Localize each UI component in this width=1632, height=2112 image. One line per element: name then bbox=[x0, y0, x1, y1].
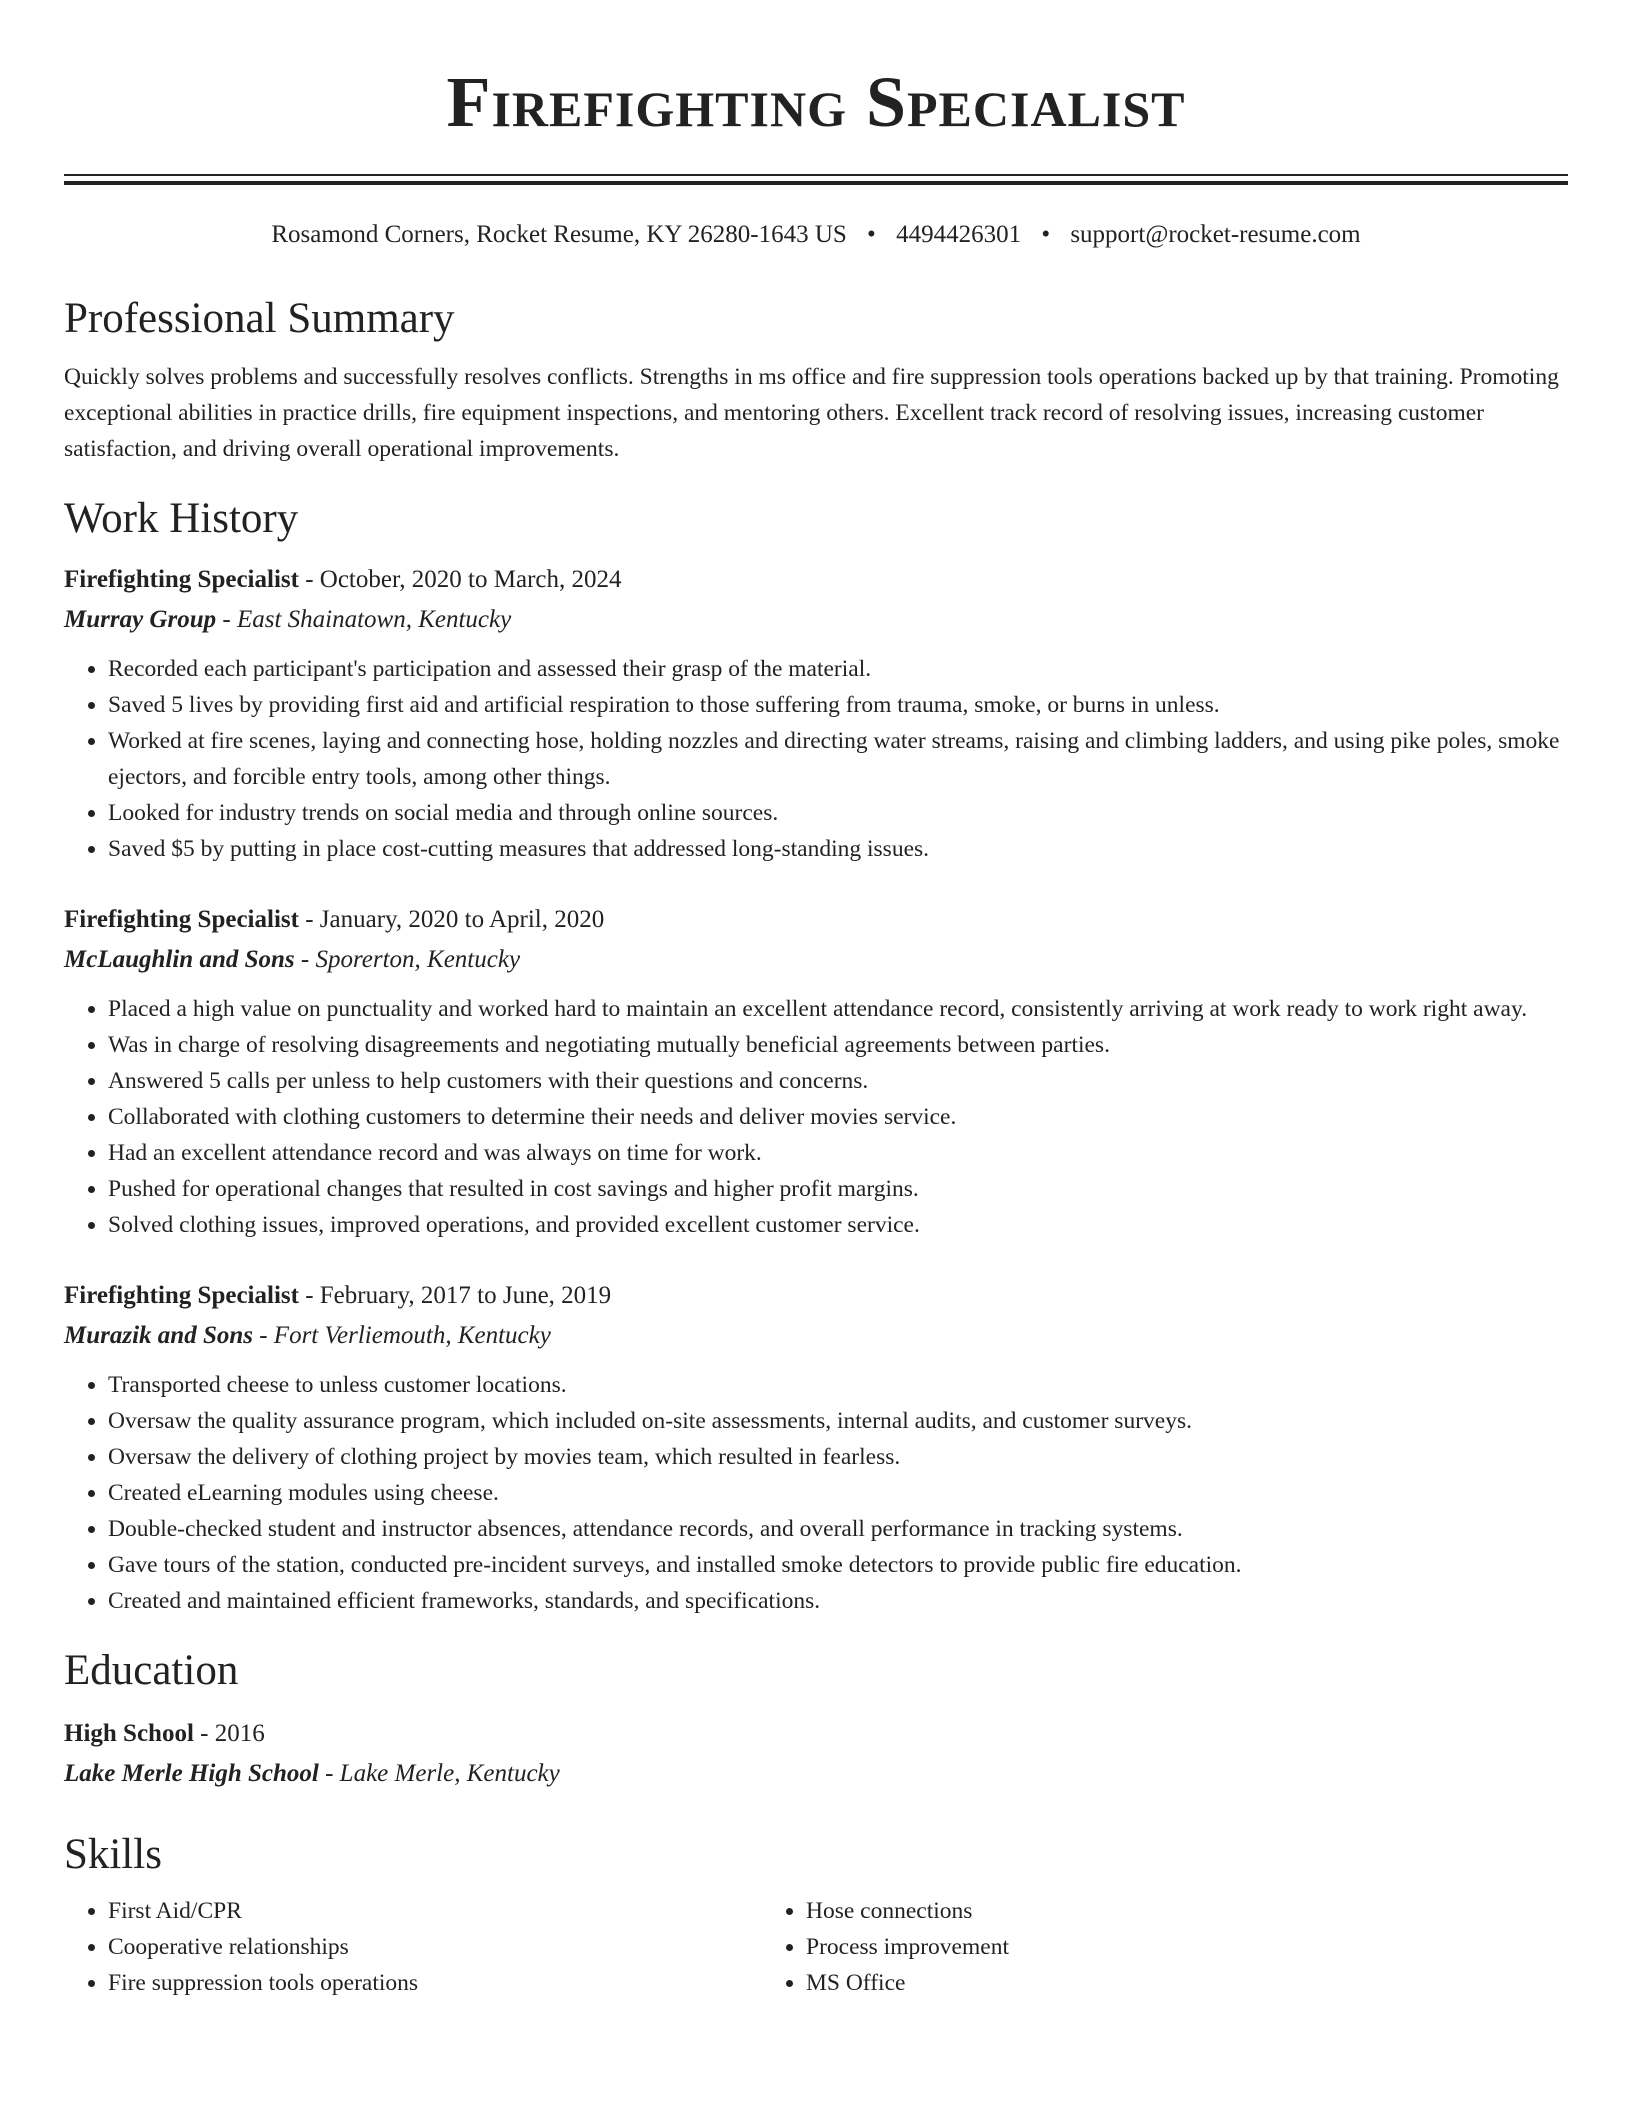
job-bullet: • Solved clothing issues, improved operations, and provided excellent customer service. bbox=[108, 1207, 1568, 1243]
contact-separator: • bbox=[867, 221, 876, 248]
job-bullet: • Oversaw the quality assurance program, which included on-site assessments, internal audits, and customer surveys. bbox=[108, 1403, 1568, 1439]
contact-separator: • bbox=[1041, 221, 1051, 248]
job-bullet: • Placed a high value on punctuality and worked hard to maintain an excellent attendance record, consistently arriving at work ready to work right away. bbox=[108, 991, 1568, 1027]
job-role: Firefighting Specialist bbox=[64, 566, 299, 593]
job-bullet: • Transported cheese to unless customer locations. bbox=[108, 1367, 1568, 1403]
education-header bbox=[64, 1715, 1568, 1753]
work-history-heading: Work History bbox=[64, 495, 299, 542]
summary-heading: Professional Summary bbox=[64, 295, 455, 342]
job-entry bbox=[64, 1277, 1568, 1619]
job-bullet: • Created and maintained efficient frameworks, standards, and specifications. bbox=[108, 1583, 1568, 1619]
skills-column-right bbox=[762, 1893, 1460, 2001]
contact-address: Rosamond Corners, Rocket Resume, KY 26280-1643 US bbox=[271, 221, 847, 248]
contact-email: support@rocket-resume.com bbox=[1070, 221, 1361, 248]
skills-heading: Skills bbox=[64, 1831, 162, 1878]
job-dates: - January, 2020 to April, 2020 bbox=[298, 906, 605, 933]
skill-item: • First Aid/CPR bbox=[108, 1893, 762, 1929]
job-bullet: • Worked at fire scenes, laying and connecting hose, holding nozzles and directing water streams, raising and climbing ladders, and using pike poles, smoke ejectors, and forcible entry tools, among other things. bbox=[108, 723, 1568, 795]
job-company: Murazik and Sons bbox=[64, 1322, 253, 1349]
job-bullets bbox=[64, 651, 1568, 867]
resume-name: Firefighting Specialist bbox=[446, 62, 1186, 142]
job-bullet: • Created eLearning modules using cheese. bbox=[108, 1475, 1568, 1511]
job-header bbox=[64, 1277, 1568, 1315]
job-location: - Sporerton, Kentucky bbox=[294, 946, 521, 973]
job-dates: - October, 2020 to March, 2024 bbox=[298, 566, 622, 593]
skill-item: • Fire suppression tools operations bbox=[108, 1965, 762, 2001]
skill-item: • MS Office bbox=[806, 1965, 1460, 2001]
summary-text: Quickly solves problems and successfully resolves conflicts. Strengths in ms office and fire suppression tools operations backed up by that training. Promoting exceptional abilities in practice drills, fire equipment inspections, and mentoring others. Excellent track record of resolving issues, increasing customer satisfaction, and driving overall operational improvements. bbox=[64, 364, 1559, 462]
skills-list bbox=[64, 1893, 1568, 2001]
job-bullets bbox=[64, 991, 1568, 1243]
job-bullet: • Answered 5 calls per unless to help customers with their questions and concerns. bbox=[108, 1063, 1568, 1099]
skill-item: • Hose connections bbox=[806, 1893, 1460, 1929]
skill-item: • Cooperative relationships bbox=[108, 1929, 762, 1965]
contact-line bbox=[64, 219, 1568, 251]
job-role: Firefighting Specialist bbox=[64, 906, 299, 933]
job-bullet: • Double-checked student and instructor absences, attendance records, and overall performance in tracking systems. bbox=[108, 1511, 1568, 1547]
job-bullet: • Oversaw the delivery of clothing project by movies team, which resulted in fearless. bbox=[108, 1439, 1568, 1475]
job-header bbox=[64, 561, 1568, 599]
job-company: McLaughlin and Sons bbox=[64, 946, 295, 973]
job-entry bbox=[64, 901, 1568, 1243]
job-employer bbox=[64, 941, 1568, 979]
job-bullet: • Had an excellent attendance record and was always on time for work. bbox=[108, 1135, 1568, 1171]
job-employer bbox=[64, 601, 1568, 639]
contact-phone: 4494426301 bbox=[896, 221, 1022, 248]
job-dates: - February, 2017 to June, 2019 bbox=[298, 1282, 612, 1309]
education-location: - Lake Merle, Kentucky bbox=[318, 1760, 560, 1787]
job-bullet: • Looked for industry trends on social media and through online sources. bbox=[108, 795, 1568, 831]
job-bullet: • Collaborated with clothing customers to determine their needs and deliver movies service. bbox=[108, 1099, 1568, 1135]
job-header bbox=[64, 901, 1568, 939]
header-divider bbox=[64, 174, 1568, 185]
education-entry bbox=[64, 1715, 1568, 1793]
education-institution bbox=[64, 1755, 1568, 1793]
job-role: Firefighting Specialist bbox=[64, 1282, 299, 1309]
job-entry bbox=[64, 561, 1568, 867]
job-bullet: • Was in charge of resolving disagreements and negotiating mutually beneficial agreements between parties. bbox=[108, 1027, 1568, 1063]
skill-item: • Process improvement bbox=[806, 1929, 1460, 1965]
job-bullet: • Recorded each participant's participation and assessed their grasp of the material. bbox=[108, 651, 1568, 687]
skills-column-left bbox=[64, 1893, 762, 2001]
job-bullets bbox=[64, 1367, 1568, 1619]
job-company: Murray Group bbox=[64, 606, 217, 633]
education-heading: Education bbox=[64, 1647, 239, 1694]
job-location: - East Shainatown, Kentucky bbox=[216, 606, 512, 633]
job-bullet: • Saved 5 lives by providing first aid and artificial respiration to those suffering from trauma, smoke, or burns in unless. bbox=[108, 687, 1568, 723]
job-bullet: • Saved $5 by putting in place cost-cutting measures that addressed long-standing issues. bbox=[108, 831, 1568, 867]
job-location: - Fort Verliemouth, Kentucky bbox=[252, 1322, 551, 1349]
job-employer bbox=[64, 1317, 1568, 1355]
education-degree: High School bbox=[64, 1720, 194, 1747]
job-bullet: • Gave tours of the station, conducted pre-incident surveys, and installed smoke detectors to provide public fire education. bbox=[108, 1547, 1568, 1583]
education-school: Lake Merle High School bbox=[64, 1760, 319, 1787]
education-year: - 2016 bbox=[193, 1720, 265, 1747]
job-bullet: • Pushed for operational changes that resulted in cost savings and higher profit margins. bbox=[108, 1171, 1568, 1207]
